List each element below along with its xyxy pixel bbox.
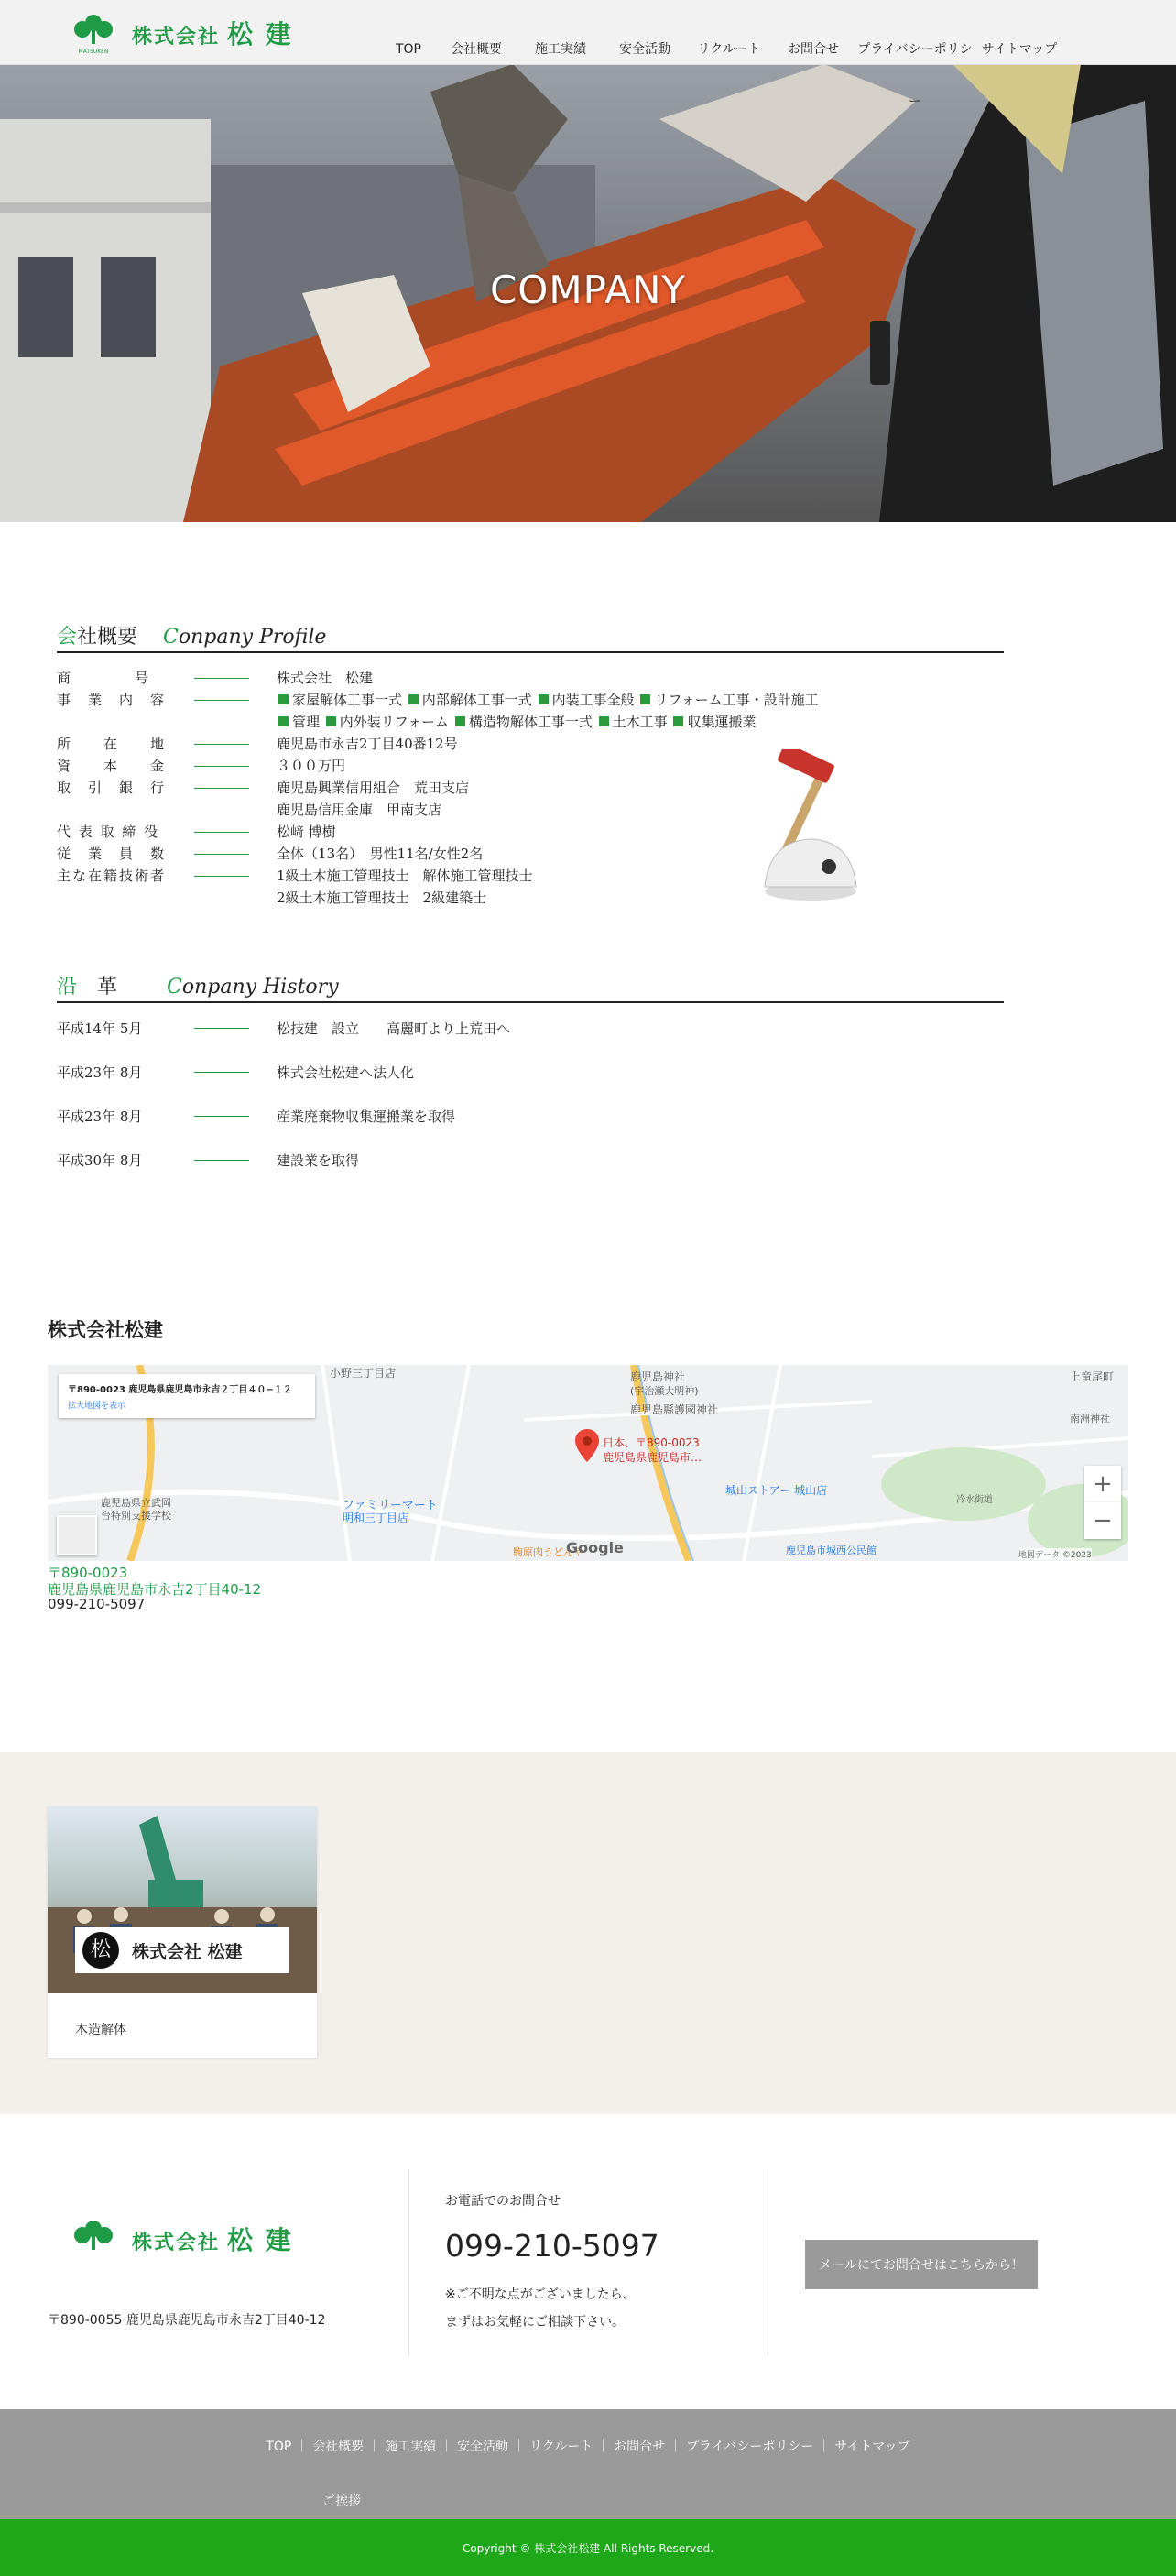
footer-nav-works[interactable]: 施工実績 [385, 2440, 437, 2454]
map-label: 鹿児島市城西公民館 [786, 1545, 877, 1556]
map-label: 南洲神社 [1070, 1413, 1110, 1424]
work-card[interactable] [48, 1806, 317, 2058]
map-pin-label: 日本、〒890-0023 [603, 1436, 700, 1449]
footer-tel[interactable]: 099-210-5097 [445, 2228, 659, 2264]
logo-company-name: 松 建 [227, 19, 293, 49]
footer-nav-recruit[interactable]: リクルート [528, 2440, 593, 2454]
map-label: (宇治瀬大明神) [630, 1385, 699, 1397]
google-map[interactable] [48, 1365, 1128, 1561]
footer-nav-greeting[interactable]: ご挨拶 [322, 2494, 361, 2509]
hero-banner [0, 64, 1176, 522]
map-label: ファミリーマート [343, 1499, 438, 1512]
nav-sitemap[interactable]: サイトマップ [981, 42, 1058, 57]
nav-company[interactable]: 会社概要 [451, 42, 502, 57]
profile-row-employees: 従 業 員 数 全体（13名） 男性11名/女性2名 [57, 846, 484, 862]
map-label: 明和三丁目店 [343, 1512, 409, 1524]
sign-text: 株式会社 松建 [132, 1941, 243, 1962]
work-photo [48, 1806, 317, 1993]
map-zoom-in-button[interactable]: + [1084, 1466, 1121, 1502]
map-label: 鹿児島縣護國神社 [630, 1403, 719, 1416]
site-logo[interactable] [66, 11, 293, 55]
footer-nav-safety[interactable]: 安全活動 [457, 2440, 508, 2454]
nav-privacy[interactable]: プライバシーポリシー [857, 42, 973, 109]
map-info-title: 〒890-0023 鹿児島県鹿児島市永吉２丁目４０−１２ [68, 1385, 292, 1395]
profile-heading: 会社概要 Conpany Profile [57, 621, 1004, 653]
footer-nav-top[interactable]: TOP [266, 2440, 292, 2454]
map-label: 城山ストアー 城山店 [725, 1484, 828, 1497]
profile-row-banks: 取 引 銀 行 鹿児島興業信用組合 荒田支店 鹿児島信用金庫 甲南支店 [57, 780, 470, 818]
map-label: 冷水街道 [956, 1495, 993, 1505]
site-header [0, 0, 1176, 109]
copyright-text: Copyright © 株式会社松建 All Rights Reserved. [462, 2541, 714, 2555]
map-pin-label: 鹿児島県鹿児島市… [603, 1451, 702, 1464]
map-zoom-out-button[interactable]: − [1084, 1502, 1121, 1539]
map-label: 小野三丁目店 [330, 1367, 397, 1380]
main-nav [383, 0, 1064, 109]
tree-logo-icon [66, 11, 121, 55]
copyright-bar [0, 2519, 1176, 2576]
footer-nav-privacy[interactable]: プライバシーポリシー [686, 2440, 814, 2454]
company-sign [75, 1927, 289, 1973]
nav-top[interactable]: TOP [395, 42, 421, 57]
map-info-box [59, 1374, 315, 1418]
tree-logo-icon [66, 2217, 121, 2261]
profile-row-address: 所 在 地 鹿児島市永吉2丁目40番12号 [57, 736, 458, 752]
footer-nav: TOP ｜ 会社概要 ｜ 施工実績 ｜ 安全活動 ｜ リクルート ｜ お問合せ ｜ プライバシーポリシー ｜ サイトマップ ご挨拶 [0, 2409, 1176, 2519]
map-layer-toggle[interactable] [57, 1515, 97, 1555]
footer-nav-contact[interactable]: お問合せ [614, 2440, 666, 2454]
nav-works[interactable]: 施工実績 [535, 42, 586, 57]
map-label: 台特別支援学校 [101, 1510, 171, 1522]
hammer-helmet-illustration [714, 749, 870, 914]
history-row: 平成30年 8月 建設業を取得 [57, 1152, 360, 1169]
works-gallery [0, 1752, 1176, 2114]
company-phone: 099-210-5097 [48, 1596, 146, 1612]
profile-row-engineers: 主な在籍技術者 1級土木施工管理技士 解体施工管理技士 2級土木施工管理技士 2級建築士 [57, 868, 533, 906]
history-heading: 沿 革 Conpany History [57, 971, 1004, 1003]
profile-row-name: 商 号 株式会社 松建 [57, 670, 374, 686]
mail-contact-button[interactable]: メールにてお問合せはこちらから！ [805, 2240, 1038, 2289]
footer-logo[interactable]: 株式会社 松 建 [66, 2217, 293, 2261]
map-copyright: 地図データ ©2023 [1018, 1548, 1092, 1560]
footer-note: ※ご不明な点がございましたら、 [445, 2287, 636, 2302]
nav-recruit[interactable]: リクルート [697, 42, 761, 57]
company-postal: 〒890-0023 [48, 1565, 128, 1581]
company-name-heading: 株式会社松建 [48, 1319, 163, 1341]
map-pin-icon[interactable] [575, 1429, 599, 1462]
svg-text:MATSUKEN: MATSUKEN [78, 49, 109, 55]
footer-note: まずはお気軽にご相談下さい。 [445, 2315, 625, 2330]
map-label: 鹿児島県立武岡 [101, 1497, 171, 1509]
google-logo: Google [566, 1539, 624, 1556]
work-caption: 木造解体 [75, 2023, 126, 2037]
footer-nav-sitemap[interactable]: サイトマップ [834, 2440, 910, 2454]
map-label: 鹿児島神社 [630, 1370, 686, 1383]
history-row: 平成23年 8月 株式会社松建へ法人化 [57, 1064, 415, 1081]
company-address: 鹿児島県鹿児島市永吉2丁目40-12 [48, 1581, 262, 1598]
footer-divider [408, 2169, 409, 2356]
history-row: 平成23年 8月 産業廃棄物収集運搬業を取得 [57, 1108, 456, 1125]
profile-row-capital: 資 本 金 ３００万円 [57, 758, 346, 774]
footer-nav-company[interactable]: 会社概要 [312, 2440, 365, 2454]
footer-tel-label: お電話でのお問合せ [445, 2194, 561, 2209]
nav-safety[interactable]: 安全活動 [619, 42, 670, 57]
map-larger-link[interactable]: 拡大地図を表示 [68, 1402, 126, 1411]
footer-address: 〒890-0055 鹿児島県鹿児島市永吉2丁目40-12 [48, 2313, 326, 2328]
history-row: 平成14年 5月 松技建 設立 高麗町より上荒田へ [57, 1021, 511, 1037]
profile-row-ceo: 代 表 取 締 役 松﨑 博樹 [57, 824, 336, 840]
map-label: 駒原肉うどんや [513, 1546, 583, 1558]
profile-row-business: 事 業 内 容 家屋解体工事一式 内部解体工事一式 内装工事全般 リフォーム工事・設計施工 管理 内外装リフォーム 構造物解体工事一式 土木工事 収集運搬業 [57, 692, 819, 730]
nav-contact[interactable]: お問合せ [788, 42, 839, 57]
map-label: 上竜尾町 [1070, 1370, 1115, 1383]
logo-company-type: 株式会社 [132, 25, 221, 49]
hero-title: COMPANY [489, 267, 687, 312]
sign-logo-mark: 松 [82, 1932, 119, 1969]
